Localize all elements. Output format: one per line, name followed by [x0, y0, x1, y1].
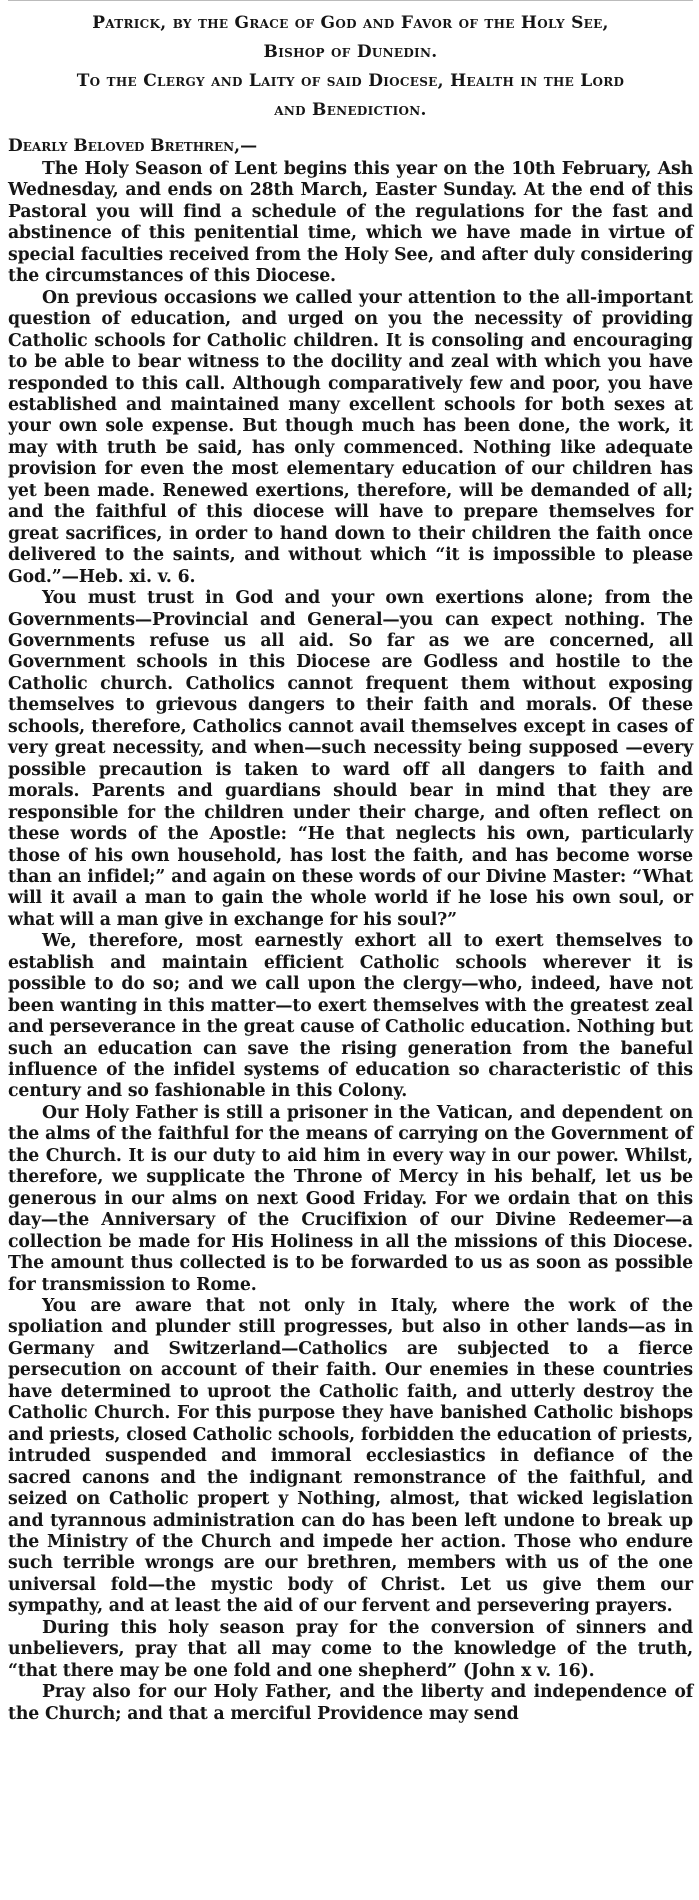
paragraph-prayer-church: Pray also for our Holy Father, and the liberty and independence of the Church; and that a merciful Providence may send: [8, 1682, 693, 1724]
heading-line-1: Patrick, by the Grace of God and Favor of the Holy See,: [92, 13, 609, 33]
heading-line-3: To the Clergy and Laity of said Diocese, Health in the Lord: [76, 71, 625, 91]
heading-line-2: Bishop of Dunedin.: [263, 42, 438, 62]
paragraph-persecution: You are aware that not only in Italy, where the work of the spoliation and plunder still progresses, but also in other lands—as in Germany and Switzerland—Catholics are subjected to a fierce persecution on account of their faith. Our enemies in these countries have determined to uproot the Catholic faith, and utterly destroy the Catholic Church. For this purpose they have banished Catholic bishops and priests, closed Catholic schools, forbidden the education of priests, intruded suspended and immoral ecclesiastics in defiance of the sacred canons and the indignant remonstrance of the faithful, and seized on Catholic propert y Nothing, almost, that wicked legislation and tyrannous administration can do has been left undone to break up the Ministry of the Church and impede her action. Those who endure such terrible wrongs are our brethren, members with us of the one universal fold—the mystic body of Christ. Let us give them our sympathy, and at least the aid of our fervent and persevering prayers.: [8, 1296, 693, 1617]
paragraph-prayer-conversion: During this holy season pray for the conversion of sinners and unbelievers, pray that all may come to the knowledge of the truth, “that there may be one fold and one shepherd” (John x v. 16).: [8, 1617, 693, 1681]
paragraph-exhortation: We, therefore, most earnestly exhort all to exert themselves to establish and maintain efficient Catholic schools wherever it is possible to do so; and we call upon the clergy—who, indeed, have not been wanting in this matter—to exert themselves with the greatest zeal and perseverance in the great cause of Catholic education. Nothing but such an education can save the rising generation from the baneful influence of the infidel systems of education so characteristic of this century and so fashionable in this Colony.: [8, 931, 693, 1102]
paragraph-education: On previous occasions we called your attention to the all-important question of education, and urged on you the necessity of providing Catholic schools for Catholic children. It is consoling and encouraging to be able to bear witness to the docility and zeal with which you have responded to this call. Although comparatively few and poor, you have established and maintained many excellent schools for both sexes at your own sole expense. But though much has been done, the work, it may with truth be said, has only commenced. Nothing like adequate provision for even the most elementary education of our children has yet been made. Renewed exertions, therefore, will be demanded of all; and the faithful of this diocese will have to prepare themselves for great sacrifices, in order to hand down to their children the faith once delivered to the saints, and without which “it is impossible to please God.”—Heb. xi. v. 6.: [8, 287, 693, 587]
salutation: Dearly Beloved Brethren,—: [8, 136, 258, 156]
paragraph-governments: You must trust in God and your own exertions alone; from the Governments—Provincial and General—you can expect nothing. The Governments refuse us all aid. So far as we are concerned, all Government schools in this Diocese are Godless and hostile to the Catholic church. Catholics cannot frequent them without exposing themselves to grievous dangers to their faith and morals. Of these schools, therefore, Catholics cannot avail themselves except in cases of very great necessity, and when—such necessity being supposed —every possible precaution is taken to ward off all dangers to faith and morals. Parents and guardians should bear in mind that they are responsible for the children under their charge, and often reflect on these words of the Apostle: “He that neglects his own, particularly those of his own household, has lost the faith, and has become worse than an infidel;” and again on these words of our Divine Master: “What will it avail a man to gain the whole world if he lose his own soul, or what will a man give in exchange for his soul?”: [8, 588, 693, 930]
heading-line-4: and Benediction.: [274, 100, 427, 120]
top-rule: [8, 0, 693, 7]
paragraph-holy-father: Our Holy Father is still a prisoner in the Vatican, and dependent on the alms of the faithful for the means of carrying on the Government of the Church. It is our duty to aid him in every way in our power. Whilst, therefore, we supplicate the Throne of Mercy in his behalf, let us be generous in our alms on next Good Friday. For we ordain that on this day—the Anniversary of the Crucifixion of our Divine Redeemer—a collection be made for His Holiness in all the missions of this Diocese. The amount thus collected is to be forwarded to us as soon as possible for transmission to Rome.: [8, 1102, 693, 1295]
paragraph-lent-dates: The Holy Season of Lent begins this year on the 10th February, Ash Wednesday, and ends on 28th March, Easter Sunday. At the end of this Pastoral you will find a schedule of the regulations for the fast and abstinence of this penitential time, which we have made in virtue of special faculties received from the Holy See, and after duly considering the circumstances of this Diocese.: [8, 159, 693, 287]
